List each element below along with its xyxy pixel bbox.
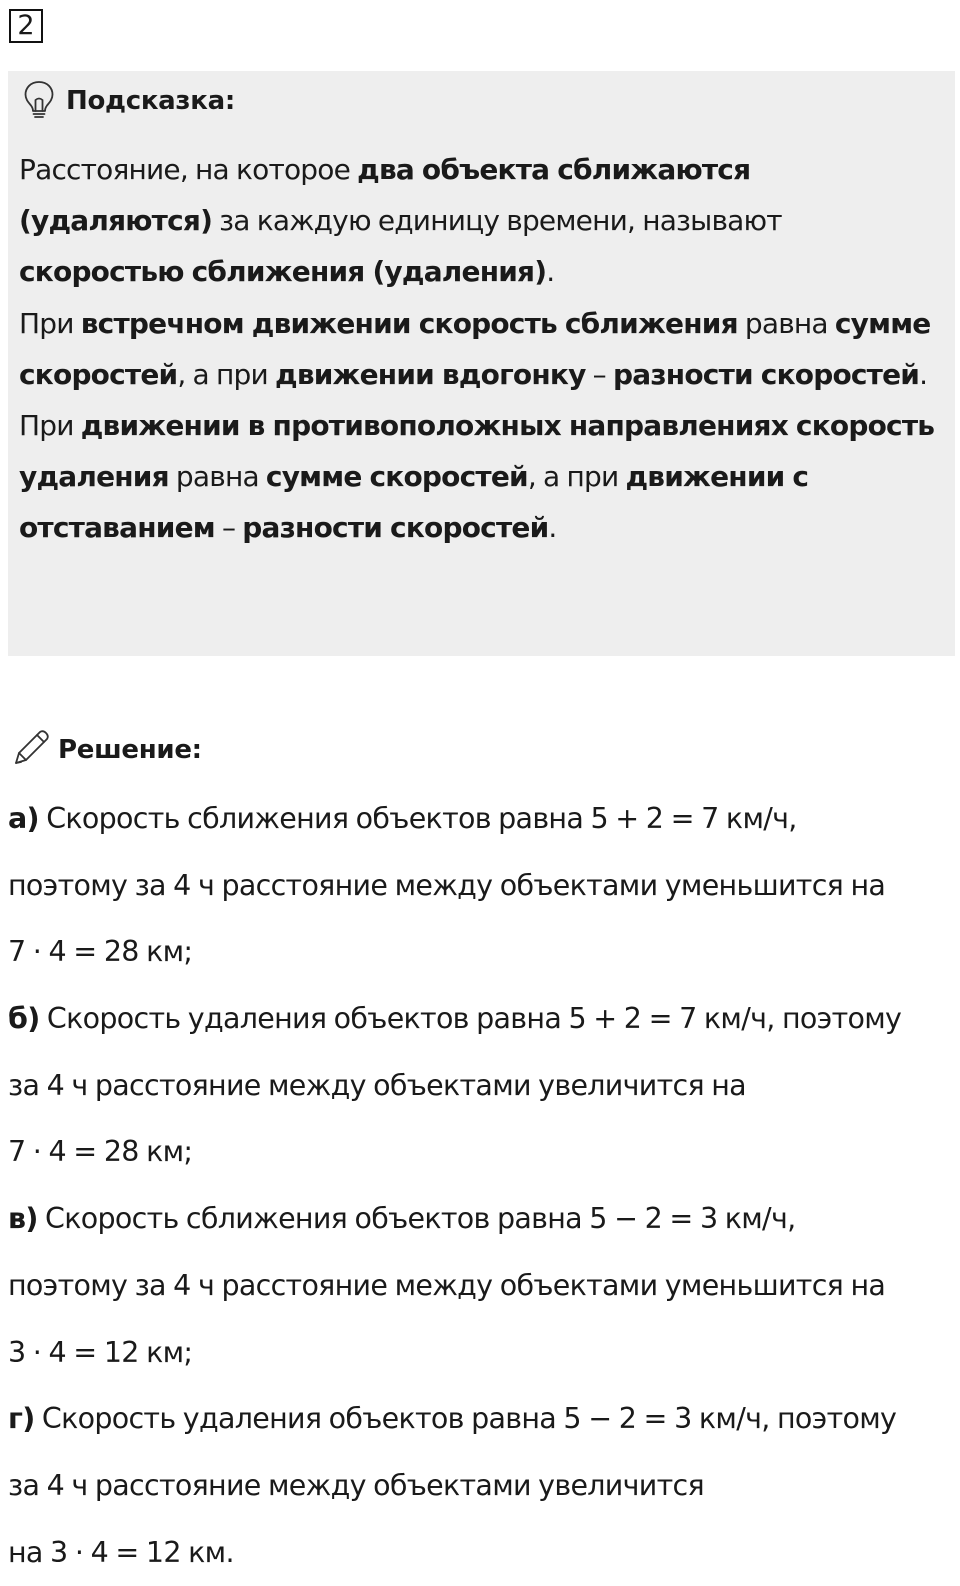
bold-term: встречном движении скорость сближения	[80, 306, 738, 340]
solution-line	[8, 1386, 958, 1453]
bold-term: сумме скоростей	[265, 460, 528, 494]
solution-line	[8, 1119, 958, 1186]
bold-term: в)	[8, 1202, 38, 1236]
solution-line	[8, 1053, 958, 1120]
text-run: .	[548, 511, 557, 545]
solution-line	[8, 853, 958, 920]
text-run: Скорость удаления объектов равна 5 + 2 = 7 км/ч, поэтому	[39, 1002, 902, 1036]
bold-term: скоростью сближения (удаления)	[19, 255, 547, 289]
text-run: на 3 · 4 = 12 км.	[8, 1535, 234, 1569]
hint-paragraph	[19, 400, 949, 554]
text-run: –	[585, 357, 613, 391]
text-run: поэтому за 4 ч расстояние между объектами уменьшится на	[8, 1268, 886, 1302]
hint-title: Подсказка:	[66, 86, 235, 116]
text-run: , а при	[177, 357, 275, 391]
text-run: равна	[737, 306, 835, 340]
text-run: Скорость сближения объектов равна 5 − 2 = 3 км/ч,	[37, 1202, 796, 1236]
text-run: Скорость удаления объектов равна 5 − 2 = 3 км/ч, поэтому	[34, 1402, 897, 1436]
text-run: 7 · 4 = 28 км;	[8, 1135, 193, 1169]
solution-line	[8, 786, 958, 853]
solution-title: Решение:	[58, 735, 202, 765]
solution-line	[8, 1320, 958, 1387]
text-run: за каждую единицу времени, называют	[212, 204, 782, 238]
text-run: за 4 ч расстояние между объектами увеличится на	[8, 1068, 746, 1102]
task-number: 2	[9, 9, 43, 43]
solution-line	[8, 1253, 958, 1320]
text-run: за 4 ч расстояние между объектами увеличится	[8, 1468, 704, 1502]
bold-term: сумме скоростей	[19, 306, 931, 391]
text-run: Скорость сближения объектов равна 5 + 2 = 7 км/ч,	[38, 802, 797, 835]
text-run: 3 · 4 = 12 км;	[8, 1335, 193, 1369]
text-run: .	[546, 255, 555, 289]
bold-term: разности скоростей	[612, 357, 920, 391]
bold-term: движении вдогонку	[275, 357, 586, 391]
bold-term: движении с отставанием	[19, 460, 809, 545]
text-run: , а при	[527, 460, 626, 494]
text-run: При	[19, 409, 81, 443]
pencil-icon	[10, 727, 52, 773]
solution-line	[8, 1453, 958, 1520]
solution-line	[8, 1520, 958, 1586]
text-run: .	[919, 357, 928, 391]
solution-line	[8, 986, 958, 1053]
hint-box	[8, 71, 955, 656]
solution-line	[8, 919, 958, 986]
text-run: Расстояние, на которое	[19, 153, 358, 186]
hint-paragraph	[19, 144, 949, 298]
bold-term: разности скоростей	[242, 511, 549, 545]
bold-term: г)	[8, 1402, 35, 1436]
hint-text	[19, 144, 949, 554]
solution-text	[8, 786, 958, 1586]
text-run: равна	[168, 460, 266, 494]
text-run: При	[19, 306, 81, 340]
text-run: поэтому за 4 ч расстояние между объектами уменьшится на	[8, 868, 886, 902]
bold-term: б)	[8, 1002, 40, 1036]
text-run: 7 · 4 = 28 км;	[8, 935, 193, 969]
bold-term: а)	[8, 802, 39, 835]
hint-header	[22, 81, 235, 121]
bold-term: два объекта сближаются (удаляются)	[19, 153, 751, 238]
bold-term: движении в противоположных направлениях скорость удаления	[19, 409, 935, 494]
solution-header	[10, 728, 202, 772]
text-run: –	[214, 511, 243, 545]
solution-line	[8, 1186, 958, 1253]
lightbulb-icon	[22, 80, 56, 122]
hint-paragraph	[19, 298, 949, 400]
